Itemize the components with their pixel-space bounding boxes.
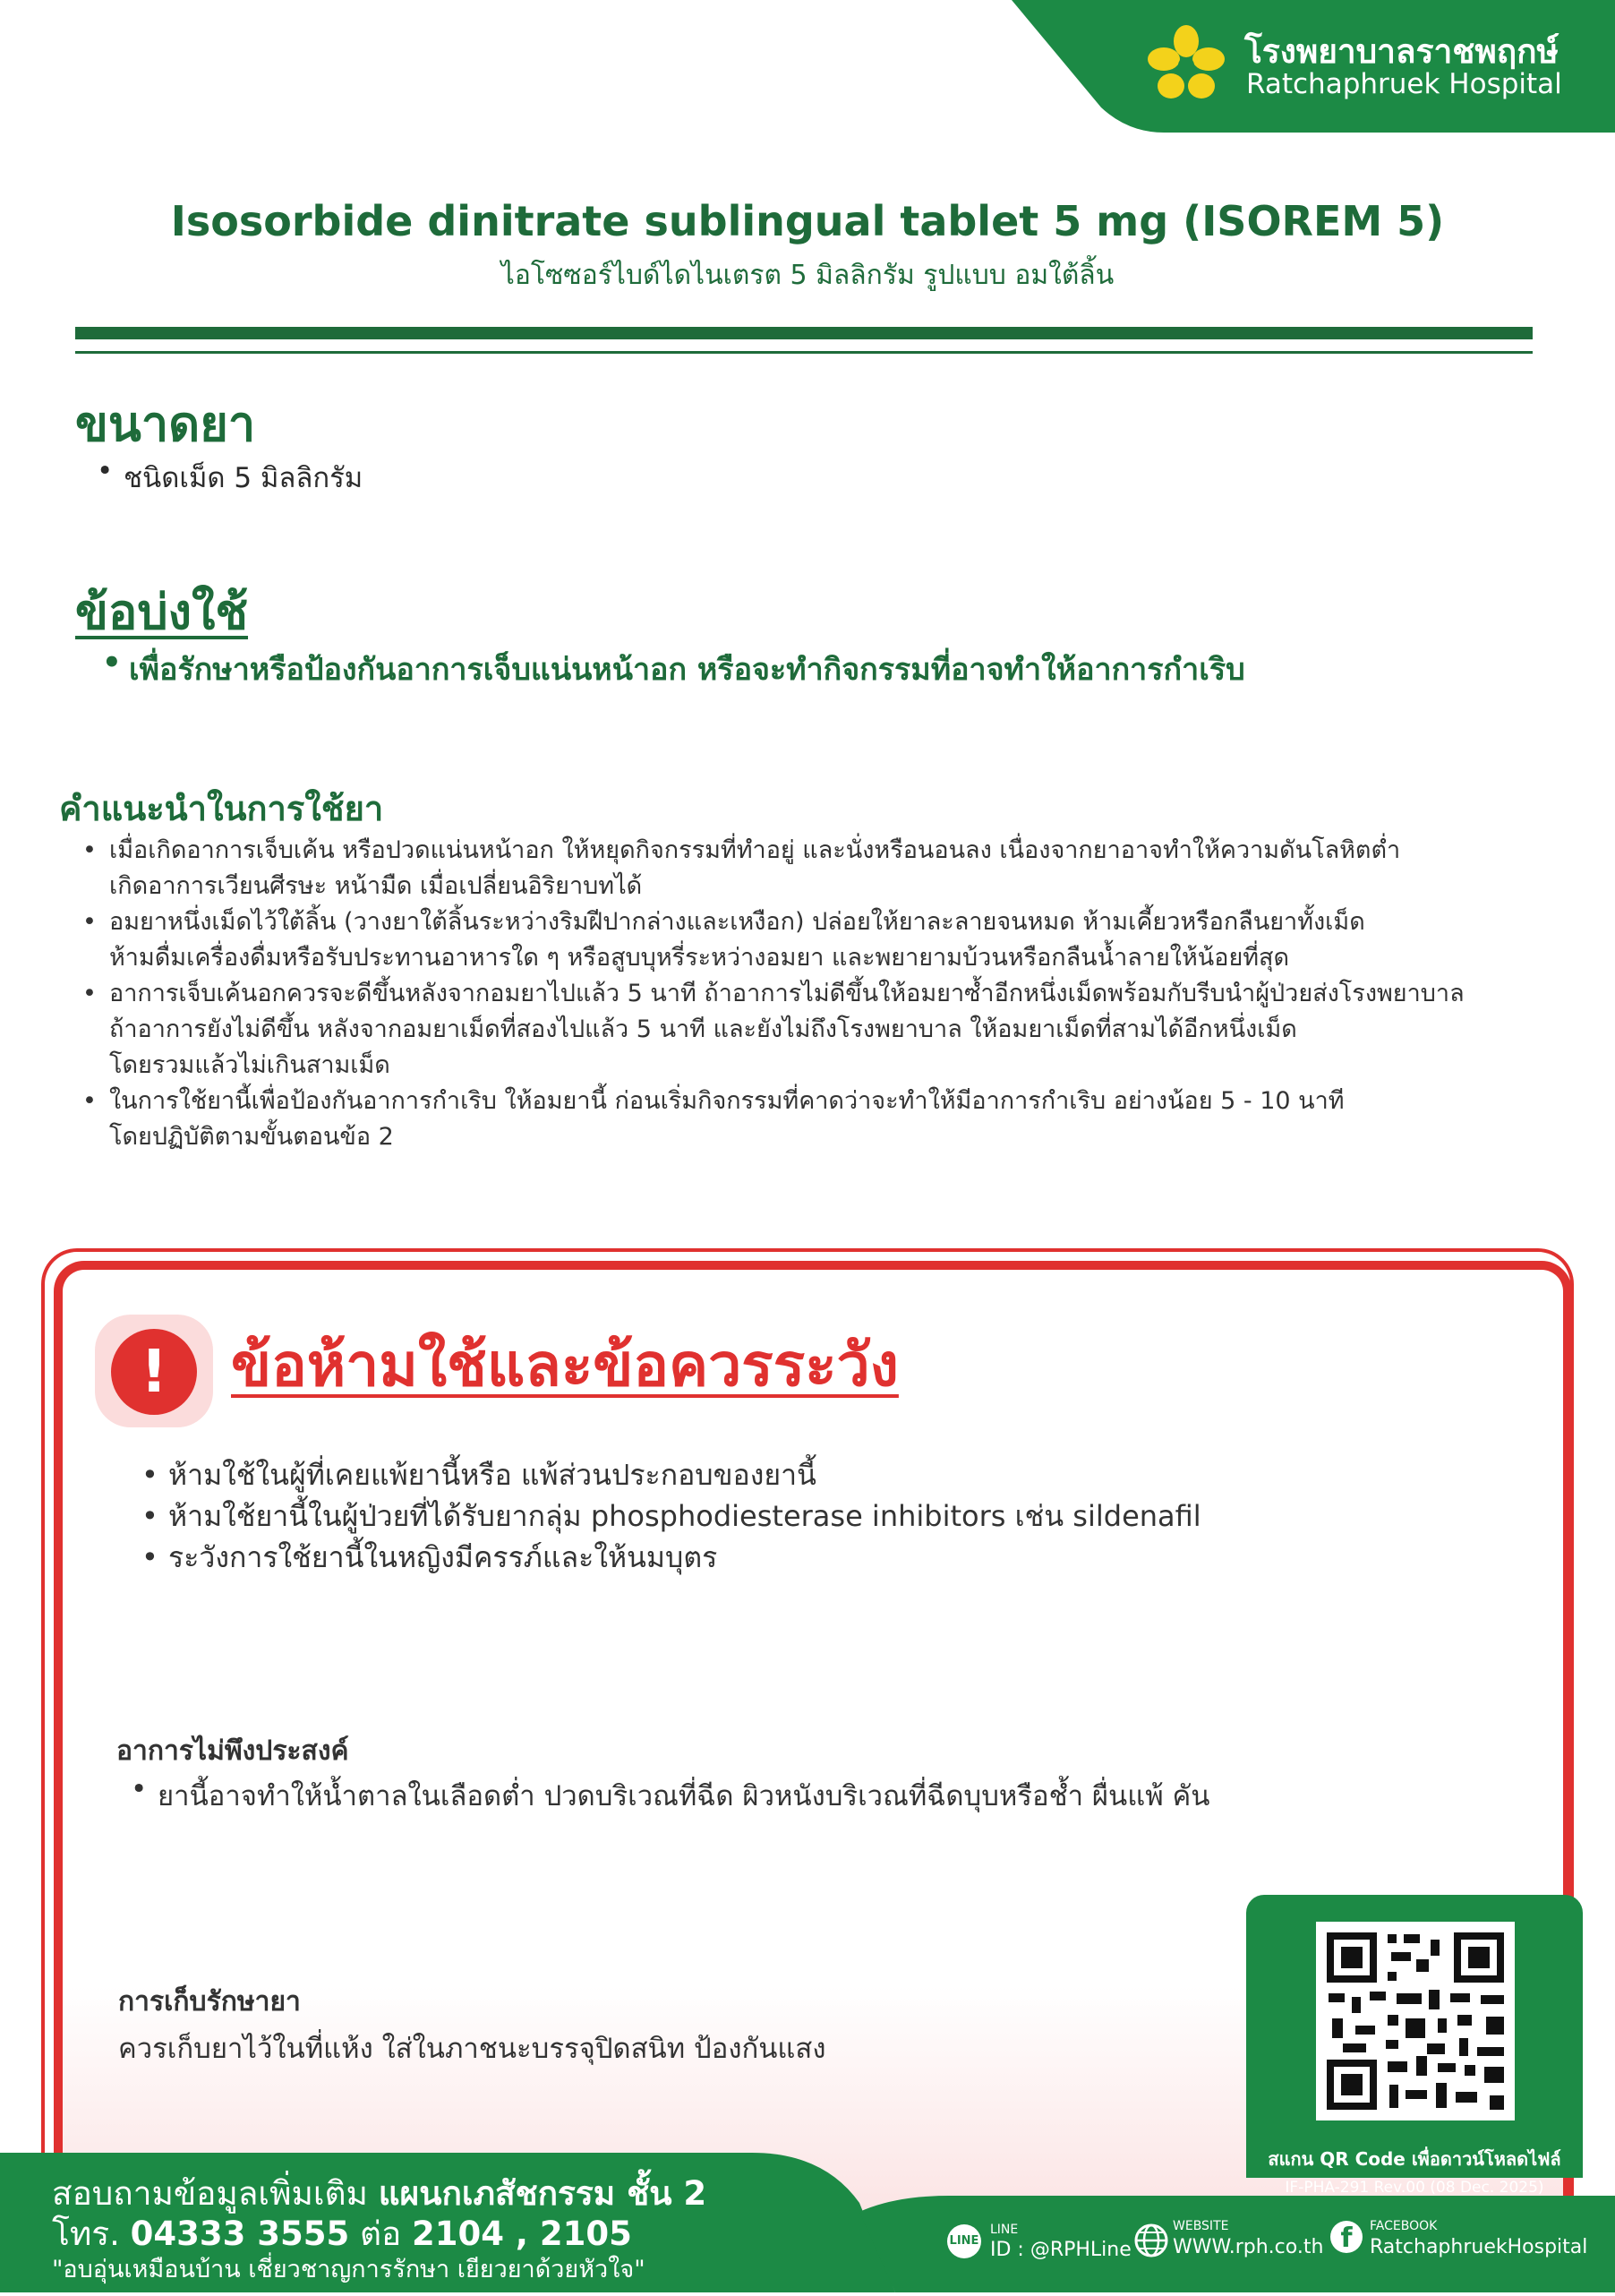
footer-slogan: "อบอุ่นเหมือนบ้าน เชี่ยวชาญการรักษา เยียวยาด้วยหัวใจ" — [52, 2256, 645, 2283]
qr-code[interactable] — [1316, 1922, 1515, 2120]
warning-heading: ข้อห้ามใช้และข้อควรระวัง — [231, 1331, 899, 1400]
dosage-heading: ขนาดยา — [75, 396, 256, 452]
list-item: • ในการใช้ยานี้เพื่อป้องกันอาการกำเริบ ให้อมยานี้ ก่อนเริ่มกิจกรรมที่คาดว่าจะทำให้มีอาการกำเริบ อย่างน้อย 5 - 10 นาที โดยปฏิบัติตามขั้นตอนข้อ 2 — [82, 1087, 1345, 1151]
website-label: WEBSITE — [1173, 2219, 1229, 2233]
drug-subtitle: ไอโซซอร์ไบด์ไดไนเตรต 5 มิลลิกรัม รูปแบบ อมใต้ลิ้น — [500, 260, 1115, 291]
list-item: • เมื่อเกิดอาการเจ็บเค้น หรือปวดแน่นหน้าอก ให้หยุดกิจกรรมที่ทำอยู่ และนั่งหรือนอนลง เนื่องจากยาอาจทำให้ความดันโลหิตต่ำ เกิดอาการเวียนศีรษะ หน้ามืด เมื่อเปลี่ยนอิริยาบทได้ — [82, 836, 1401, 900]
storage-heading: การเก็บรักษายา — [118, 1986, 301, 2018]
website-url[interactable]: WWW.rph.co.th — [1173, 2236, 1324, 2258]
dosage-list — [90, 455, 363, 500]
globe-icon[interactable] — [1133, 2223, 1169, 2258]
facebook-label: FACEBOOK — [1370, 2219, 1438, 2233]
list-item: • ห้ามใช้ในผู้ที่เคยแพ้ยานี้หรือ แพ้ส่วนประกอบของยานี้ — [141, 1458, 816, 1492]
footer-ext: 2104 , 2105 — [412, 2215, 632, 2253]
list-item: • เพื่อรักษาหรือป้องกันอาการเจ็บแน่นหน้าอก หรือจะทำกิจกรรมที่อาจทำให้อาการกำเริบ — [102, 645, 1245, 688]
line-icon[interactable]: LINE — [947, 2224, 981, 2258]
indication-heading: ข้อบ่งใช้ — [75, 584, 249, 640]
footer-phone-line: โทร. 04333 3555 ต่อ 2104 , 2105 — [52, 2215, 632, 2253]
side-effects-heading: อาการไม่พึงประสงค์ — [116, 1735, 349, 1767]
facebook-page[interactable]: RatchaphruekHospital — [1370, 2236, 1588, 2258]
list-item: • ห้ามใช้ยานี้ในผู้ป่วยที่ได้รับยากลุ่ม phosphodiesterase inhibitors เช่น sildenafil — [141, 1499, 1201, 1533]
advice-list — [75, 833, 1465, 1155]
list-item: • อาการเจ็บเค้นอกควรจะดีขึ้นหลังจากอมยาไปแล้ว 5 นาที ถ้าอาการไม่ดีขึ้นให้อมยาซ้ำอีกหนึ่งเม็ดพร้อมกับรีบนำผู้ป่วยส่งโรงพยาบาล ถ้าอาการยังไม่ดีขึ้น หลังจากอมยาเม็ดที่สองไปแล้ว 5 นาที และยังไม่ถึงโรงพยาบาล ให้อมยาเม็ดที่สามได้อีกหนึ่งเม็ด โดยรวมแล้วไม่เกินสามเม็ด — [82, 980, 1465, 1079]
facebook-icon[interactable]: f — [1330, 2221, 1363, 2253]
list-item: • อมยาหนึ่งเม็ดไว้ใต้ลิ้น (วางยาใต้ลิ้นระหว่างริมฝีปากล่างและเหงือก) ปล่อยให้ยาละลายจนหมด ห้ามเคี้ยวหรือกลืนยาทั้งเม็ด ห้ามดื่มเครื่องดื่มหรือรับประทานอาหารใด ๆ หรือสูบบุหรี่ระหว่างอมยา และพยายามบ้วนหรือกลืนน้ำลายให้น้อยที่สุด — [82, 908, 1365, 972]
qr-caption: สแกน QR Code เพื่อดาวน์โหลดไฟล์ — [1268, 2148, 1561, 2170]
storage-text: ควรเก็บยาไว้ในที่แห้ง ใส่ในภาชนะบรรจุปิดสนิท ป้องกันแสง — [118, 2033, 826, 2065]
title-divider-thin — [75, 351, 1533, 354]
hospital-logo-icon — [1146, 23, 1226, 104]
advice-heading: คำแนะนำในการใช้ยา — [59, 789, 384, 828]
exclamation-icon: ! — [111, 1329, 197, 1415]
line-label: LINE — [990, 2223, 1019, 2237]
indication-list — [95, 645, 1245, 693]
document-code: IF-PHA-291 Rev.00 (08 Dec. 2025) — [1285, 2179, 1544, 2197]
hospital-name-th: โรงพยาบาลราชพฤกษ์ — [1244, 32, 1559, 71]
side-effects-list — [124, 1773, 1209, 1818]
list-item: • ชนิดเม็ด 5 มิลลิกรัม — [97, 455, 363, 494]
footer-phone[interactable]: 04333 3555 — [130, 2215, 350, 2253]
footer-department: แผนกเภสัชกรรม ชั้น 2 — [378, 2174, 707, 2213]
line-id[interactable]: ID : @RPHLine — [990, 2239, 1132, 2261]
list-item: • ยานี้อาจทำให้น้ำตาลในเลือดต่ำ ปวดบริเวณที่ฉีด ผิวหนังบริเวณที่ฉีดบุบหรือช้ำ ผื่นแพ้ คัน — [131, 1773, 1210, 1812]
qr-code-image — [1316, 1922, 1515, 2120]
title-divider-thick — [75, 327, 1533, 339]
drug-title: Isosorbide dinitrate sublingual tablet 5 mg (ISOREM 5) — [170, 197, 1445, 245]
list-item: • ระวังการใช้ยานี้ในหญิงมีครรภ์และให้นมบุตร — [141, 1540, 718, 1574]
footer-contact-line: สอบถามข้อมูลเพิ่มเติม แผนกเภสัชกรรม ชั้น 2 — [52, 2174, 707, 2213]
hospital-name-en: Ratchaphruek Hospital — [1246, 68, 1562, 100]
warning-list — [134, 1454, 1201, 1578]
